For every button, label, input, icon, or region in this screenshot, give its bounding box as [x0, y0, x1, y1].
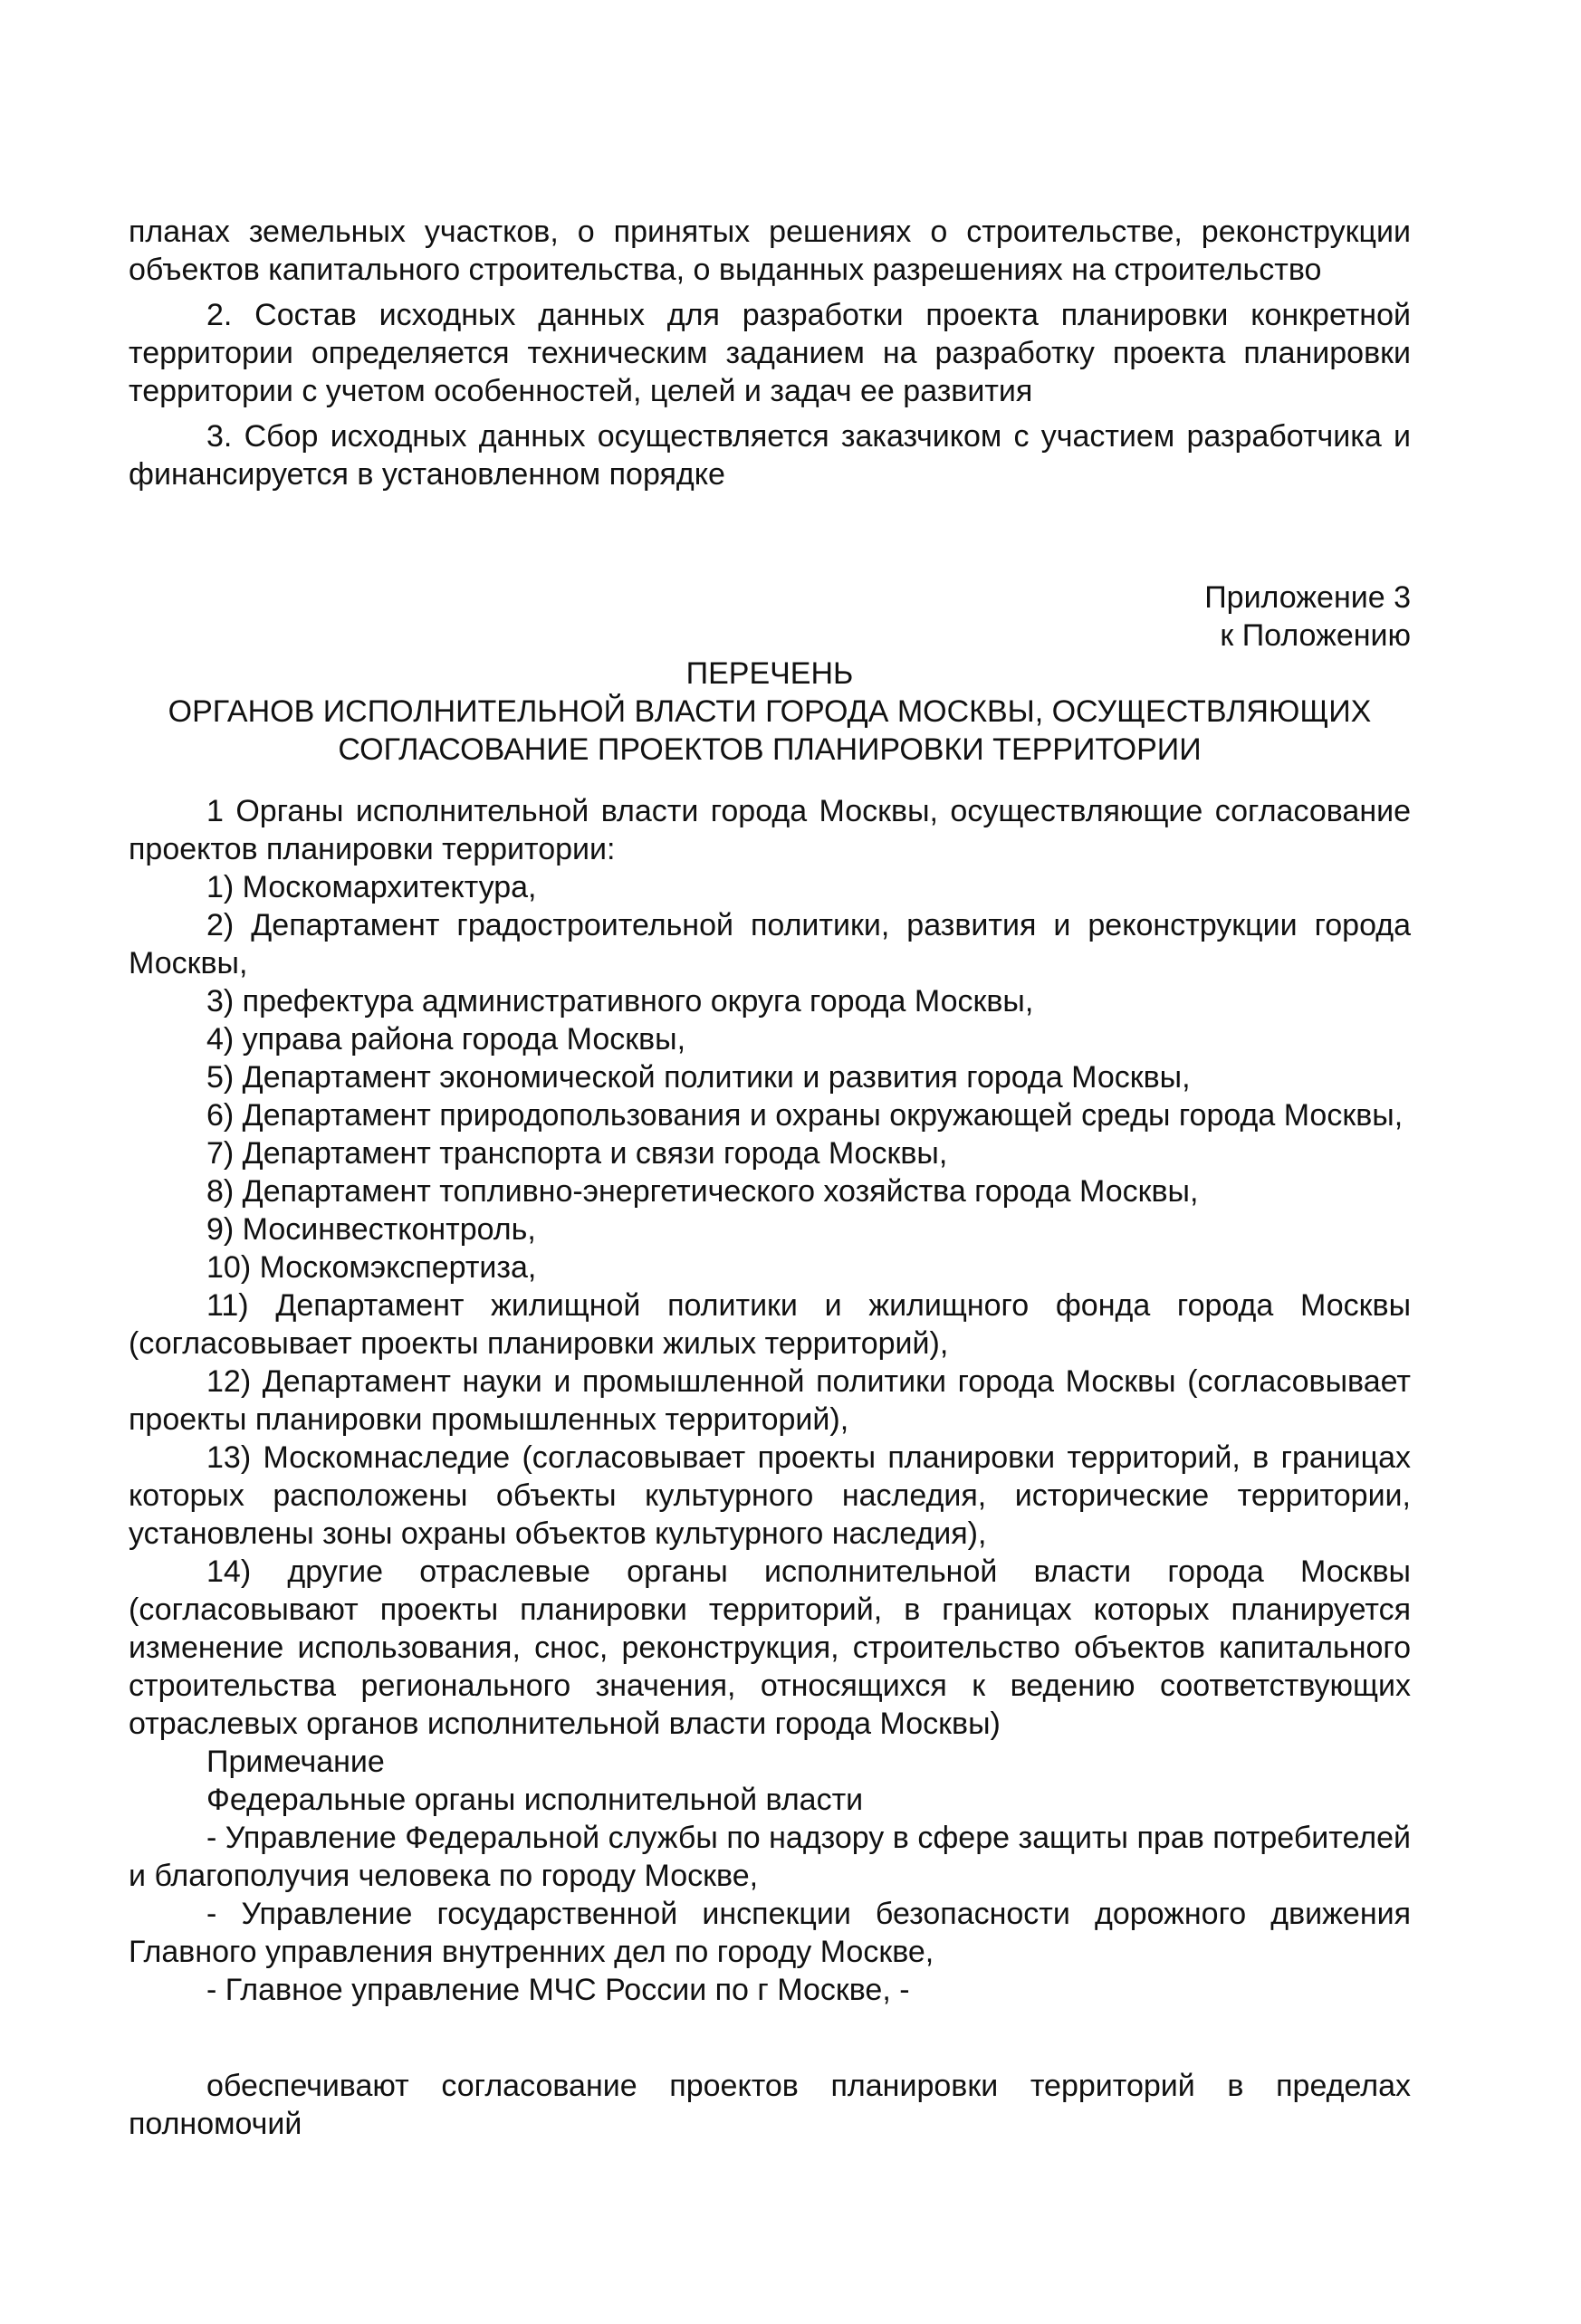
list-item: 13) Москомнаследие (согласовывает проекты планировки территорий, в границах которых расположены объекты культурного наследия, исторические территории, установлены зоны охраны объектов культурного наследия),: [129, 1440, 1411, 1551]
list-item: 1) Москомархитектура,: [206, 870, 537, 904]
federal-heading: Федеральные органы исполнительной власти: [206, 1783, 864, 1817]
paragraph-continuation: планах земельных участков, о принятых решениях о строительстве, реконструкции объектов капитального строительства, о выданных разрешениях на строительство: [129, 215, 1411, 287]
list-item: 3) префектура административного округа города Москвы,: [206, 984, 1034, 1019]
list-item: 7) Департамент транспорта и связи города Москвы,: [206, 1136, 948, 1171]
title-line-2: ОРГАНОВ ИСПОЛНИТЕЛЬНОЙ ВЛАСТИ ГОРОДА МОСКВЫ, ОСУЩЕСТВЛЯЮЩИХ: [168, 694, 1372, 729]
list-item: 10) Москомэкспертиза,: [206, 1250, 537, 1285]
appendix-line-1: Приложение 3: [1204, 580, 1411, 615]
federal-item: - Главное управление МЧС России по г Москве, -: [206, 1973, 910, 2007]
document-body: [129, 213, 1411, 2143]
list-item: 4) управа района города Москвы,: [206, 1022, 686, 1057]
list-item: 8) Департамент топливно-энергетического хозяйства города Москвы,: [206, 1174, 1199, 1209]
title-line-1: ПЕРЕЧЕНЬ: [685, 656, 854, 691]
federal-item: - Управление государственной инспекции безопасности дорожного движения Главного управления внутренних дел по городу Москве,: [129, 1897, 1411, 1969]
paragraph-2: 2. Состав исходных данных для разработки проекта планировки конкретной территории определяется техническим заданием на разработку проекта планировки территории с учетом особенностей, целей и задач ее развития: [129, 298, 1411, 408]
closing-paragraph: обеспечивают согласование проектов планировки территорий в пределах полномочий: [129, 2069, 1411, 2141]
list-item: 2) Департамент градостроительной политики, развития и реконструкции города Москвы,: [129, 908, 1411, 980]
paragraph-3: 3. Сбор исходных данных осуществляется заказчиком с участием разработчика и финансируется в установленном порядке: [129, 419, 1411, 492]
federal-item: - Управление Федеральной службы по надзору в сфере защиты прав потребителей и благополучия человека по городу Москве,: [129, 1821, 1411, 1893]
list-item: 12) Департамент науки и промышленной политики города Москвы (согласовывает проекты планировки промышленных территорий),: [129, 1364, 1411, 1437]
list-item: 9) Мосинвестконтроль,: [206, 1212, 536, 1247]
list-item: 14) другие отраслевые органы исполнительной власти города Москвы (согласовывают проекты планировки территорий, в границах которых планируется изменение использования, снос, реконструкция, строительство объектов капитального строительства регионального значения, относящихся к ведению соответствующих отраслевых органов исполнительной власти города Москвы): [129, 1554, 1411, 1741]
note-label: Примечание: [206, 1745, 385, 1779]
appendix-line-2: к Положению: [1220, 618, 1411, 653]
list-item: 6) Департамент природопользования и охраны окружающей среды города Москвы,: [206, 1098, 1404, 1133]
title-line-3: СОГЛАСОВАНИЕ ПРОЕКТОВ ПЛАНИРОВКИ ТЕРРИТОРИИ: [338, 732, 1202, 767]
list-item: 11) Департамент жилищной политики и жилищного фонда города Москвы (согласовывает проекты планировки жилых территорий),: [129, 1288, 1411, 1361]
intro-paragraph: 1 Органы исполнительной власти города Москвы, осуществляющие согласование проектов планировки территории:: [129, 794, 1411, 866]
list-item: 5) Департамент экономической политики и развития города Москвы,: [206, 1060, 1191, 1095]
